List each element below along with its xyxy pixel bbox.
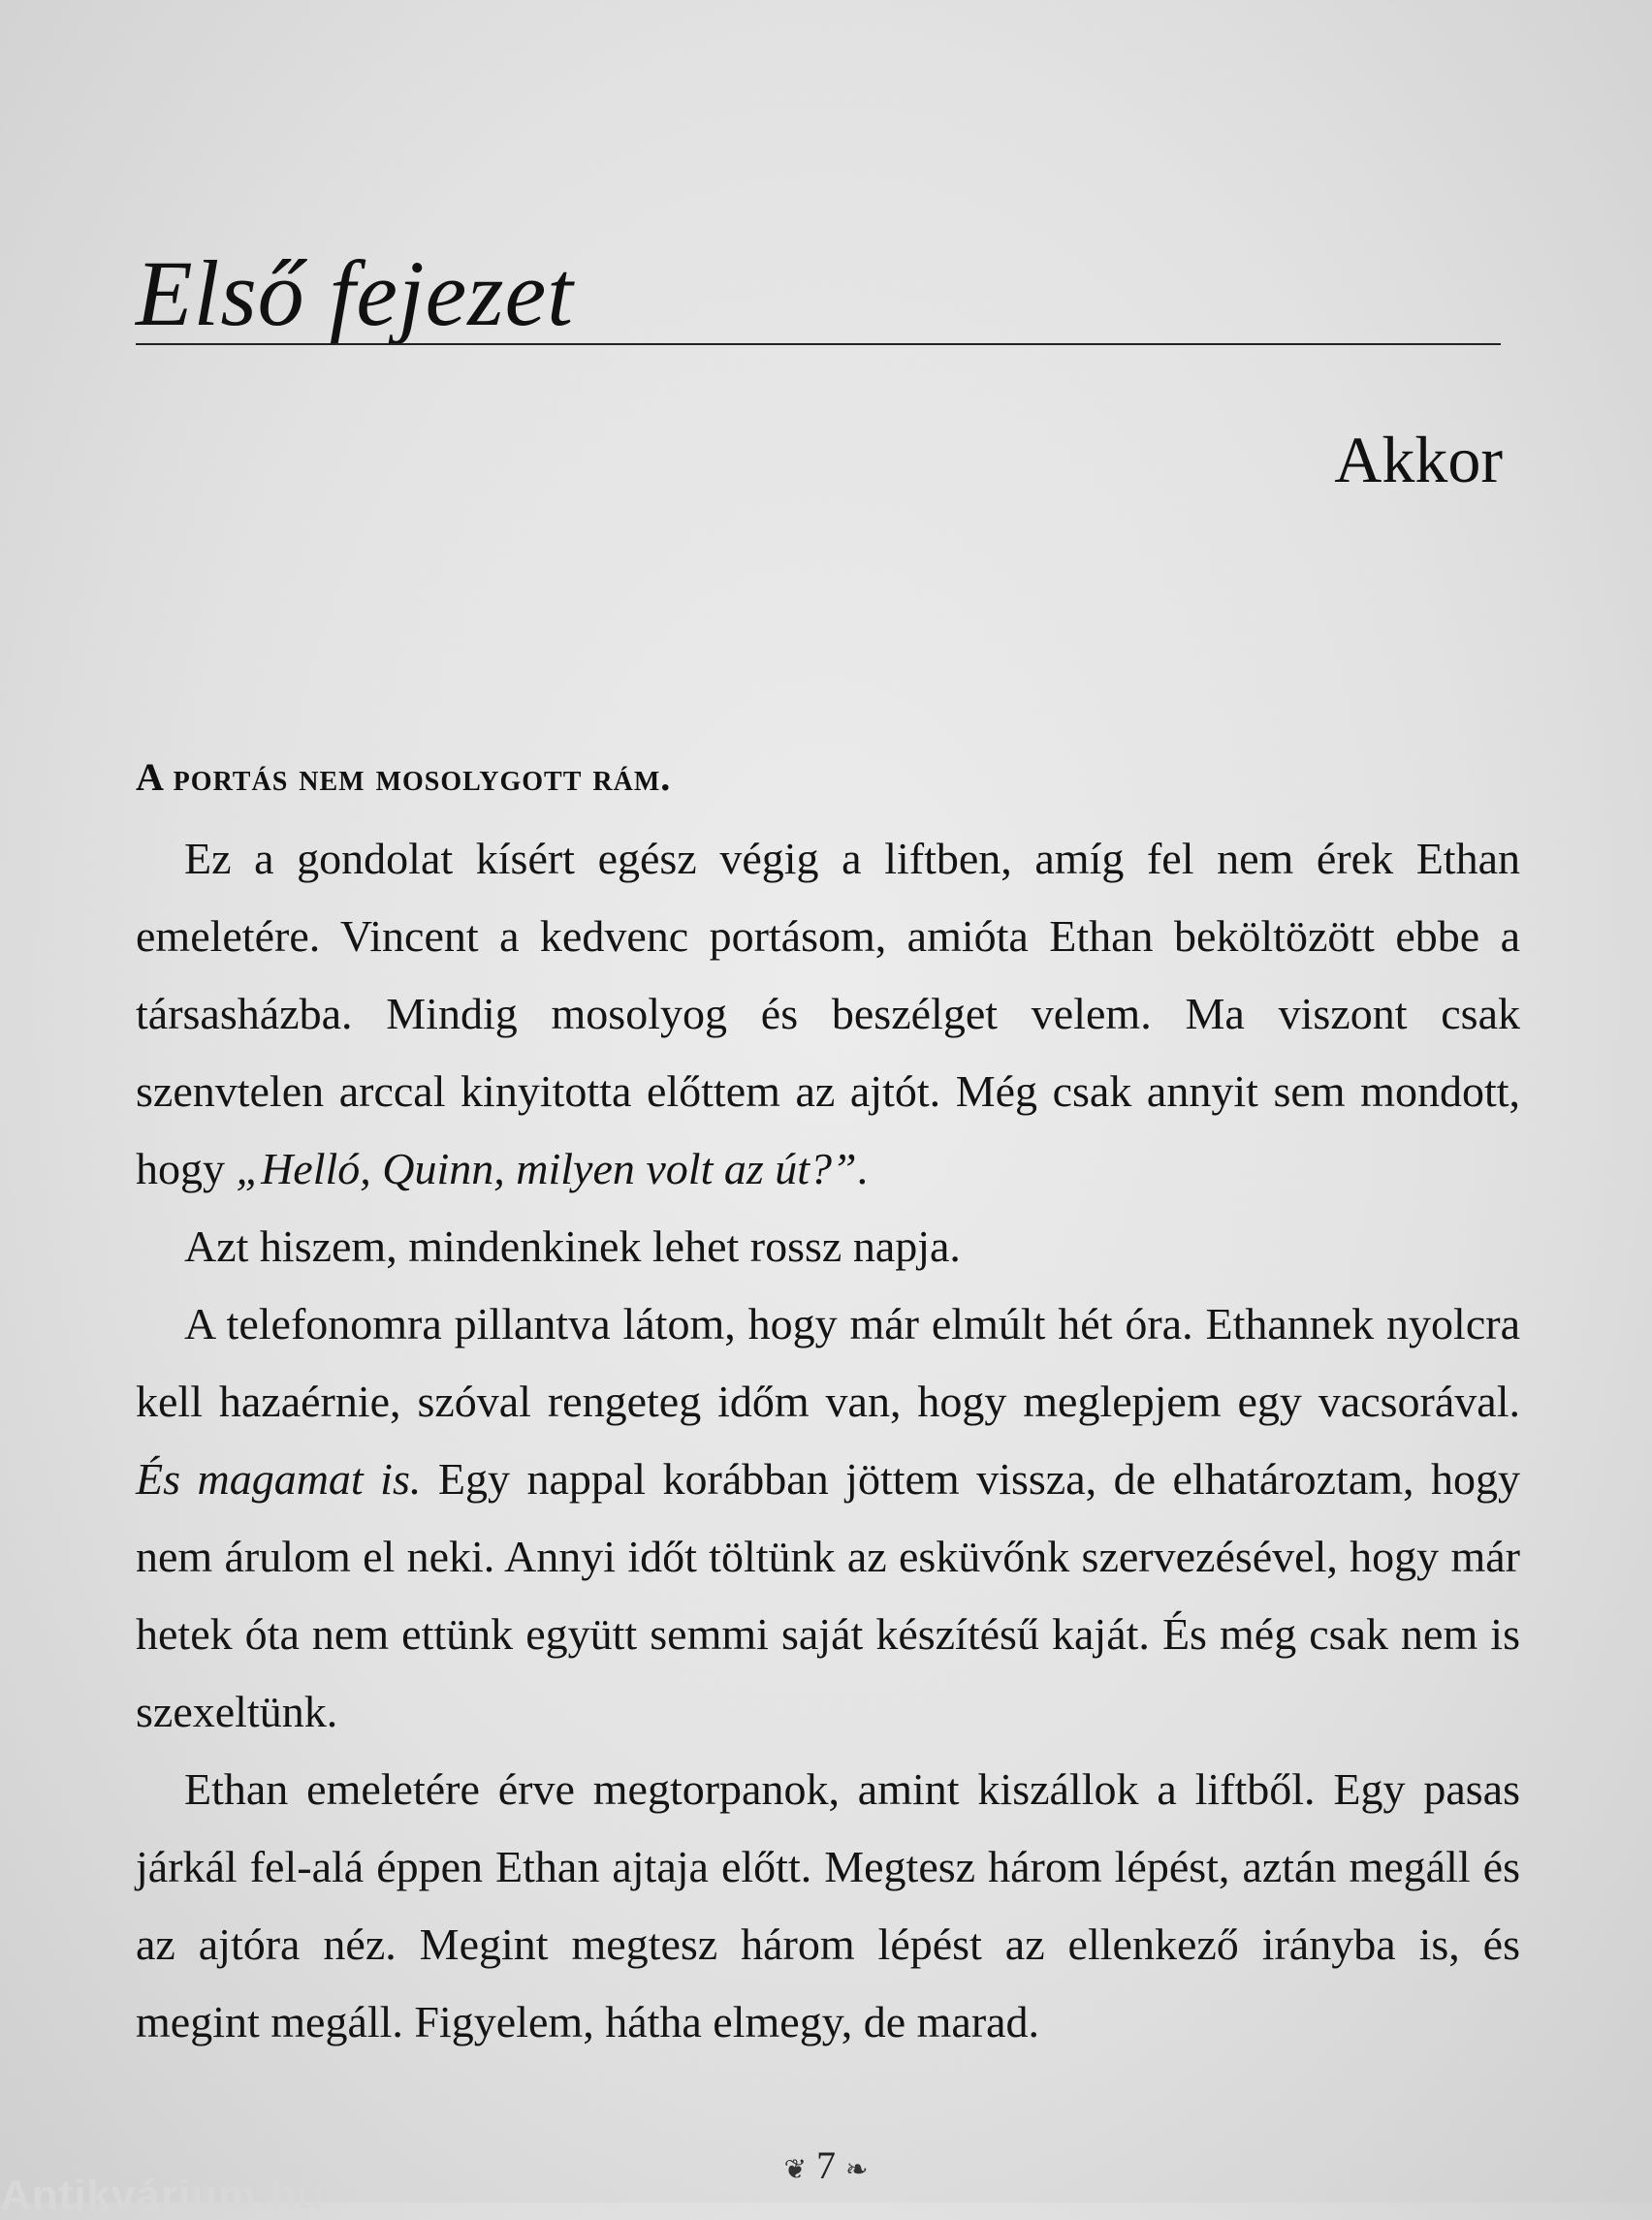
chapter-title-rule	[136, 343, 1501, 345]
text-run: Egy nappal korábban jöttem vissza, de elhatároztam, hogy nem árulom el neki. Annyi időt töltünk az esküvőnk szervezésével, hogy már hetek óta nem ettünk együtt semmi saját készítésű kaját. És még csak nem is szexeltünk.	[136, 1454, 1520, 1736]
text-run: A telefonomra pillantva látom, hogy már elmúlt hét óra. Ethannek nyolcra kell hazaérnie, szóval rengeteg időm van, hogy meglepjem egy vacsorával.	[136, 1299, 1520, 1426]
text-run: .	[856, 1144, 869, 1193]
opening-line: A portás nem mosolygott rám.	[136, 755, 672, 799]
italic-text: És magamat is.	[136, 1454, 422, 1504]
text-run: Ez a gondolat kísért egész végig a liftben, amíg fel nem érek Ethan emeletére. Vincent a kedvenc portásom, amióta Ethan beköltözött ebbe a társasházba. Mindig mosolyog és beszélget velem. Ma viszont csak szenvtelen arccal kinyitotta előttem az ajtót. Még csak annyit sem mondott, hogy	[136, 834, 1520, 1193]
ornament-left-icon: ❦	[783, 2154, 807, 2185]
body-text	[136, 820, 1520, 2061]
paragraph	[136, 1208, 1520, 1285]
ornament-right-icon: ❧	[845, 2154, 869, 2185]
text-run: Azt hiszem, mindenkinek lehet rossz napja.	[184, 1221, 961, 1271]
paragraph	[136, 1285, 1520, 1751]
chapter-title: Első fejezet	[136, 241, 574, 345]
paragraph	[136, 820, 1520, 1208]
page-number: 7	[816, 2143, 836, 2187]
section-heading: Akkor	[1334, 423, 1503, 496]
italic-text: „Helló, Quinn, milyen volt az út?”	[236, 1144, 857, 1193]
watermark: Antikvárium.hu	[0, 2172, 325, 2219]
text-run: Ethan emeletére érve megtorpanok, amint kiszállok a liftből. Egy pasas járkál fel-alá éppen Ethan ajtaja előtt. Megtesz három lépést, aztán megáll és az ajtóra néz. Megint megtesz három lépést az ellenkező irányba is, és megint megáll. Figyelem, hátha elmegy, de marad.	[136, 1764, 1520, 2046]
paragraph	[136, 1751, 1520, 2061]
